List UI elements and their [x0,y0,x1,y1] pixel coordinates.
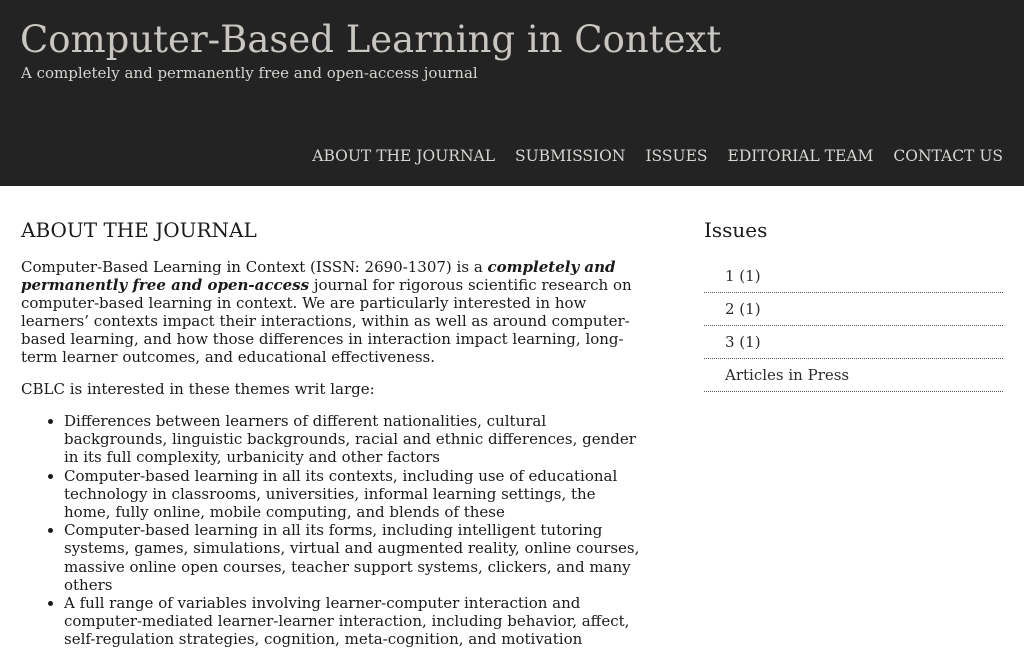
nav-issues[interactable]: ISSUES [645,147,708,165]
nav-submission[interactable]: SUBMISSION [515,147,626,165]
intro-emphasis: completely and permanently free and open-access [21,258,616,294]
themes-list [21,412,646,649]
main-content [21,216,646,649]
nav-about-the-journal[interactable]: ABOUT THE JOURNAL [312,147,495,165]
nav-editorial-team[interactable]: EDITORIAL TEAM [727,147,874,165]
site-subtitle: A completely and permanently free and open-access journal [21,64,478,82]
intro-text-start: Computer-Based Learning in Context (ISSN: 2690-1307) is a [21,258,488,276]
themes-intro: CBLC is interested in these themes writ large: [21,380,375,398]
theme-item: • A full range of variables involving learner-computer interaction and computer-mediated learner-learner interaction, including behavior, affect, self-regulation strategies, cognition, meta-cognition, and motivation [64,594,646,649]
site-title[interactable]: Computer-Based Learning in Context [20,18,722,61]
issue-link-1[interactable]: 1 (1) [704,260,1003,293]
site-header [0,0,1024,186]
nav-contact-us[interactable]: CONTACT US [893,147,1003,165]
page-title: ABOUT THE JOURNAL [21,218,257,242]
issue-link-3[interactable]: 3 (1) [704,326,1003,359]
articles-in-press-link[interactable]: Articles in Press [704,359,1003,392]
intro-paragraph [21,258,646,366]
sidebar-title: Issues [704,218,768,242]
theme-item: • Computer-based learning in all its forms, including intelligent tutoring systems, games, simulations, virtual and augmented reality, online courses, massive online open courses, teacher support systems, clickers, and many others [64,521,646,594]
main-nav [312,146,1003,166]
theme-item: • Differences between learners of different nationalities, cultural backgrounds, linguistic backgrounds, racial and ethnic differences, gender in its full complexity, urbanicity and other factors [64,412,646,467]
issue-link-2[interactable]: 2 (1) [704,293,1003,326]
issues-sidebar [704,216,1003,392]
theme-item: • Computer-based learning in all its contexts, including use of educational technology in classrooms, universities, informal learning settings, the home, fully online, mobile computing, and blends of these [64,467,646,522]
intro-text-end: journal for rigorous scientific research on computer-based learning in context. We are particularly interested in how learners’ contexts impact their interactions, within as well as around computer-based learning, and how those differences in interaction impact learning, long-term learner outcomes, and educational effectiveness. [21,276,632,366]
